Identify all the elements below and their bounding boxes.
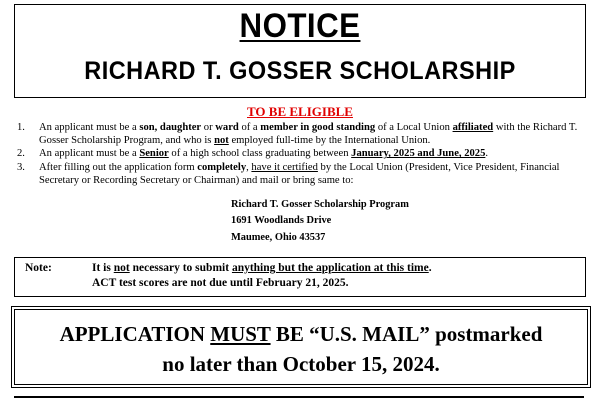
note-text: It is (92, 262, 114, 274)
address-line: 1691 Woodlands Drive (231, 215, 332, 227)
rule-3 (0, 161, 600, 187)
rule-number: 2. (17, 148, 25, 160)
rule-text-bold: member in good standing (260, 122, 376, 133)
rule-text-bold-underline: not (214, 135, 229, 147)
note-text-underline: anything but the application at this time (231, 262, 429, 274)
mail-deadline-box (11, 306, 591, 388)
note-box (14, 257, 586, 297)
rule-text-bold-underline: affiliated (452, 122, 494, 133)
note-label: Note: (25, 262, 52, 274)
mail-line-2: no later than October 15, 2024. (162, 352, 440, 376)
mail-text-underline: MUST (210, 322, 271, 346)
rule-text: with the Richard T. Gosser Scholarship Program, and who is (39, 122, 578, 147)
eligibility-heading: TO BE ELIGIBLE (247, 104, 353, 119)
mailing-address (231, 197, 409, 246)
note-line-1 (92, 262, 432, 274)
bottom-divider (14, 396, 584, 398)
rule-text: , (246, 161, 252, 173)
mail-line-1 (12, 322, 590, 347)
address-line: Maumee, Ohio 43537 (231, 231, 326, 243)
rule-text: of a Local Union (375, 122, 453, 133)
header-box (14, 4, 586, 98)
address-line: Richard T. Gosser Scholarship Program (231, 199, 409, 210)
rule-text-bold: ward (215, 122, 239, 133)
rule-text: of a (238, 122, 261, 133)
rule-text-bold: son, daughter (139, 122, 202, 133)
rule-text: or (201, 122, 216, 133)
rule-text: of a high school class graduating between (168, 148, 352, 160)
rule-text: by the Local Union (President, Vice President, Financial Secretary or Recording Secretary or Chairman) and mail or bring same to: (39, 161, 560, 186)
note-text-underline: not (113, 262, 130, 274)
note-text: . (428, 262, 432, 274)
eligibility-rules (0, 121, 600, 187)
rule-number: 1. (17, 122, 25, 133)
note-line-2: ACT test scores are not due until February 21, 2025. (92, 277, 349, 289)
rule-text-underline: have it certified (251, 161, 318, 173)
rule-text-bold-underline: January, 2025 and June, 2025 (351, 148, 486, 160)
rule-text: After filling out the application form (39, 161, 198, 173)
rule-2 (0, 147, 600, 160)
notice-title: NOTICE (239, 7, 361, 45)
note-text: necessary to submit (129, 262, 232, 274)
rule-text: An applicant must be a (39, 122, 140, 133)
rule-text-bold-underline: Senior (139, 148, 169, 160)
rule-number: 3. (17, 161, 25, 173)
mail-text: APPLICATION (59, 322, 211, 346)
rule-text: employed full-time by the International Union. (228, 135, 431, 147)
mail-text: BE “U.S. MAIL” postmarked (270, 322, 543, 346)
rule-text: An applicant must be a (39, 148, 140, 160)
rule-1 (0, 121, 600, 147)
rule-text-bold: completely (197, 161, 247, 173)
rule-text: . (485, 148, 489, 160)
scholarship-title: RICHARD T. GOSSER SCHOLARSHIP (84, 57, 516, 85)
